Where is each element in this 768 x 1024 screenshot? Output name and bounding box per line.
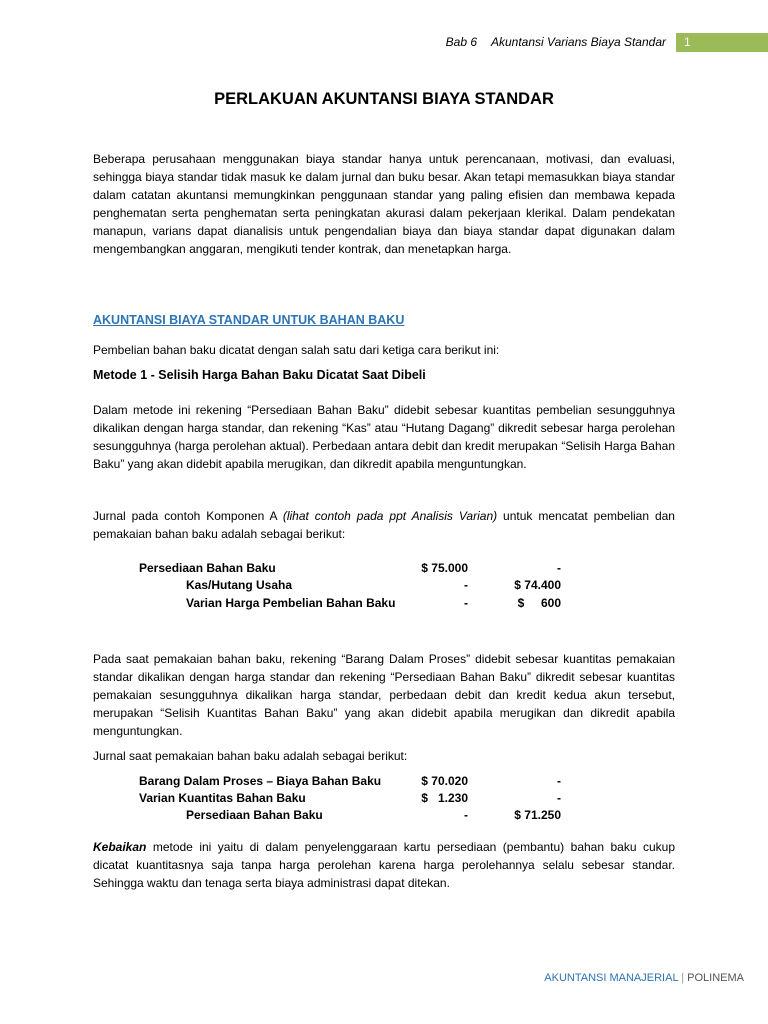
footer-separator: | [681, 972, 685, 984]
method1-heading: Metode 1 - Selisih Harga Bahan Baku Dicatat Saat Dibeli [93, 368, 426, 382]
intro-paragraph: Beberapa perusahaan menggunakan biaya standar hanya untuk perencanaan, motivasi, dan evaluasi, sehingga biaya standar tidak masuk ke dalam jurnal dan buku besar. Akan tetapi memasukkan biaya standar dalam catatan akuntansi memungkinkan penggunaan standar yang paling efisien dan membawa kepada penghematan serta penghematan serta peningkatan akurasi dalam pekerjaan klerikal. Dalam pendekatan manapun, varians dapat dianalisis untuk pengendalian biaya dan biaya standar dapat digunakan dalam mengembangkan anggaran, mengikuti tender kontrak, dan menetapkan harga. [93, 152, 675, 256]
journal-row [0, 791, 768, 809]
journal2-intro: Jurnal saat pemakaian bahan baku adalah sebagai berikut: [93, 749, 408, 763]
journal-debit: $ 70.020 [421, 774, 468, 788]
journal-intro-paragraph [93, 507, 675, 543]
journal-credit: - [557, 774, 561, 788]
journal-credit: $ 600 [517, 596, 561, 610]
journal-credit: $ 71.250 [514, 808, 561, 822]
purchase-intro: Pembelian bahan baku dicatat dengan salah satu dari ketiga cara berikut ini: [93, 343, 500, 357]
journal-credit: - [557, 561, 561, 575]
chapter-number: Bab 6 [445, 35, 477, 49]
journal-account: Kas/Hutang Usaha [186, 578, 293, 592]
running-header [446, 35, 666, 49]
journal-row [0, 596, 768, 614]
journal-credit: $ 74.400 [514, 578, 561, 592]
journal-account: Persediaan Bahan Baku [186, 808, 323, 822]
page-footer [544, 972, 744, 984]
method1-description: Dalam metode ini rekening “Persediaan Bahan Baku” didebit sebesar kuantitas pembelian sesungguhnya dikalikan dengan harga standar, dan rekening “Kas” atau “Hutang Dagang” dikredit sebesar harga perolehan sesungguhnya (harga perolehan aktual). Perbedaan antara debit dan kredit merupakan “Selisih Harga Bahan Baku” yang akan didebit apabila merugikan, dan dikredit apabila menguntungkan. [93, 403, 675, 471]
journal-account: Varian Harga Pembelian Bahan Baku [186, 596, 396, 610]
journal-intro-text-end: untuk mencatat pembelian dan pemakaian bahan baku adalah sebagai berikut: [93, 509, 675, 541]
chapter-title: Akuntansi Varians Biaya Standar [491, 35, 666, 49]
journal-debit: - [464, 578, 468, 592]
journal-credit: - [557, 791, 561, 805]
journal-account: Persediaan Bahan Baku [139, 561, 276, 575]
journal-debit: $ 1.230 [421, 791, 468, 805]
journal-intro-reference: (lihat contoh pada ppt Analisis Varian) [282, 509, 498, 523]
advantage-text: metode ini yaitu di dalam penyelenggaraan kartu persediaan (pembantu) bahan baku cukup dicatat kuantitasnya saja tanpa harga perolehan karena harga perolehannya selalu sebesar standar. Sehingga waktu dan tenaga serta biaya administrasi dapat ditekan. [93, 840, 675, 890]
journal-debit: - [464, 808, 468, 822]
journal-row [0, 774, 768, 792]
journal-debit: $ 75.000 [421, 561, 468, 575]
journal-debit: - [464, 596, 468, 610]
journal-account: Varian Kuantitas Bahan Baku [139, 791, 306, 805]
advantage-paragraph [93, 838, 675, 892]
journal-row [0, 561, 768, 579]
journal-account: Barang Dalam Proses – Biaya Bahan Baku [139, 774, 382, 788]
footer-course: AKUNTANSI MANAJERIAL [544, 972, 679, 984]
journal-row [0, 808, 768, 826]
usage-description: Pada saat pemakaian bahan baku, rekening “Barang Dalam Proses” didebit sebesar kuantitas pemakaian standar dikalikan dengan harga standar dan rekening “Persediaan Bahan Baku” dikredit sebesar kuantitas pemakaian sesungguhnya dikalikan harga standar, perbedaan debit dan kredit kedua akun tersebut, merupakan “Selisih Kuantitas Bahan Baku” yang akan didebit apabila merugikan dan dikredit apabila menguntungkan. [93, 652, 675, 738]
section-heading: AKUNTANSI BIAYA STANDAR UNTUK BAHAN BAKU [93, 313, 405, 327]
footer-institution: POLINEMA [687, 972, 744, 984]
journal-intro-text: Jurnal pada contoh Komponen A [93, 509, 283, 523]
page-number-badge: 1 [676, 33, 768, 52]
advantage-label: Kebaikan [93, 840, 147, 854]
journal-row [0, 578, 768, 596]
page-title: PERLAKUAN AKUNTANSI BIAYA STANDAR [214, 90, 554, 108]
